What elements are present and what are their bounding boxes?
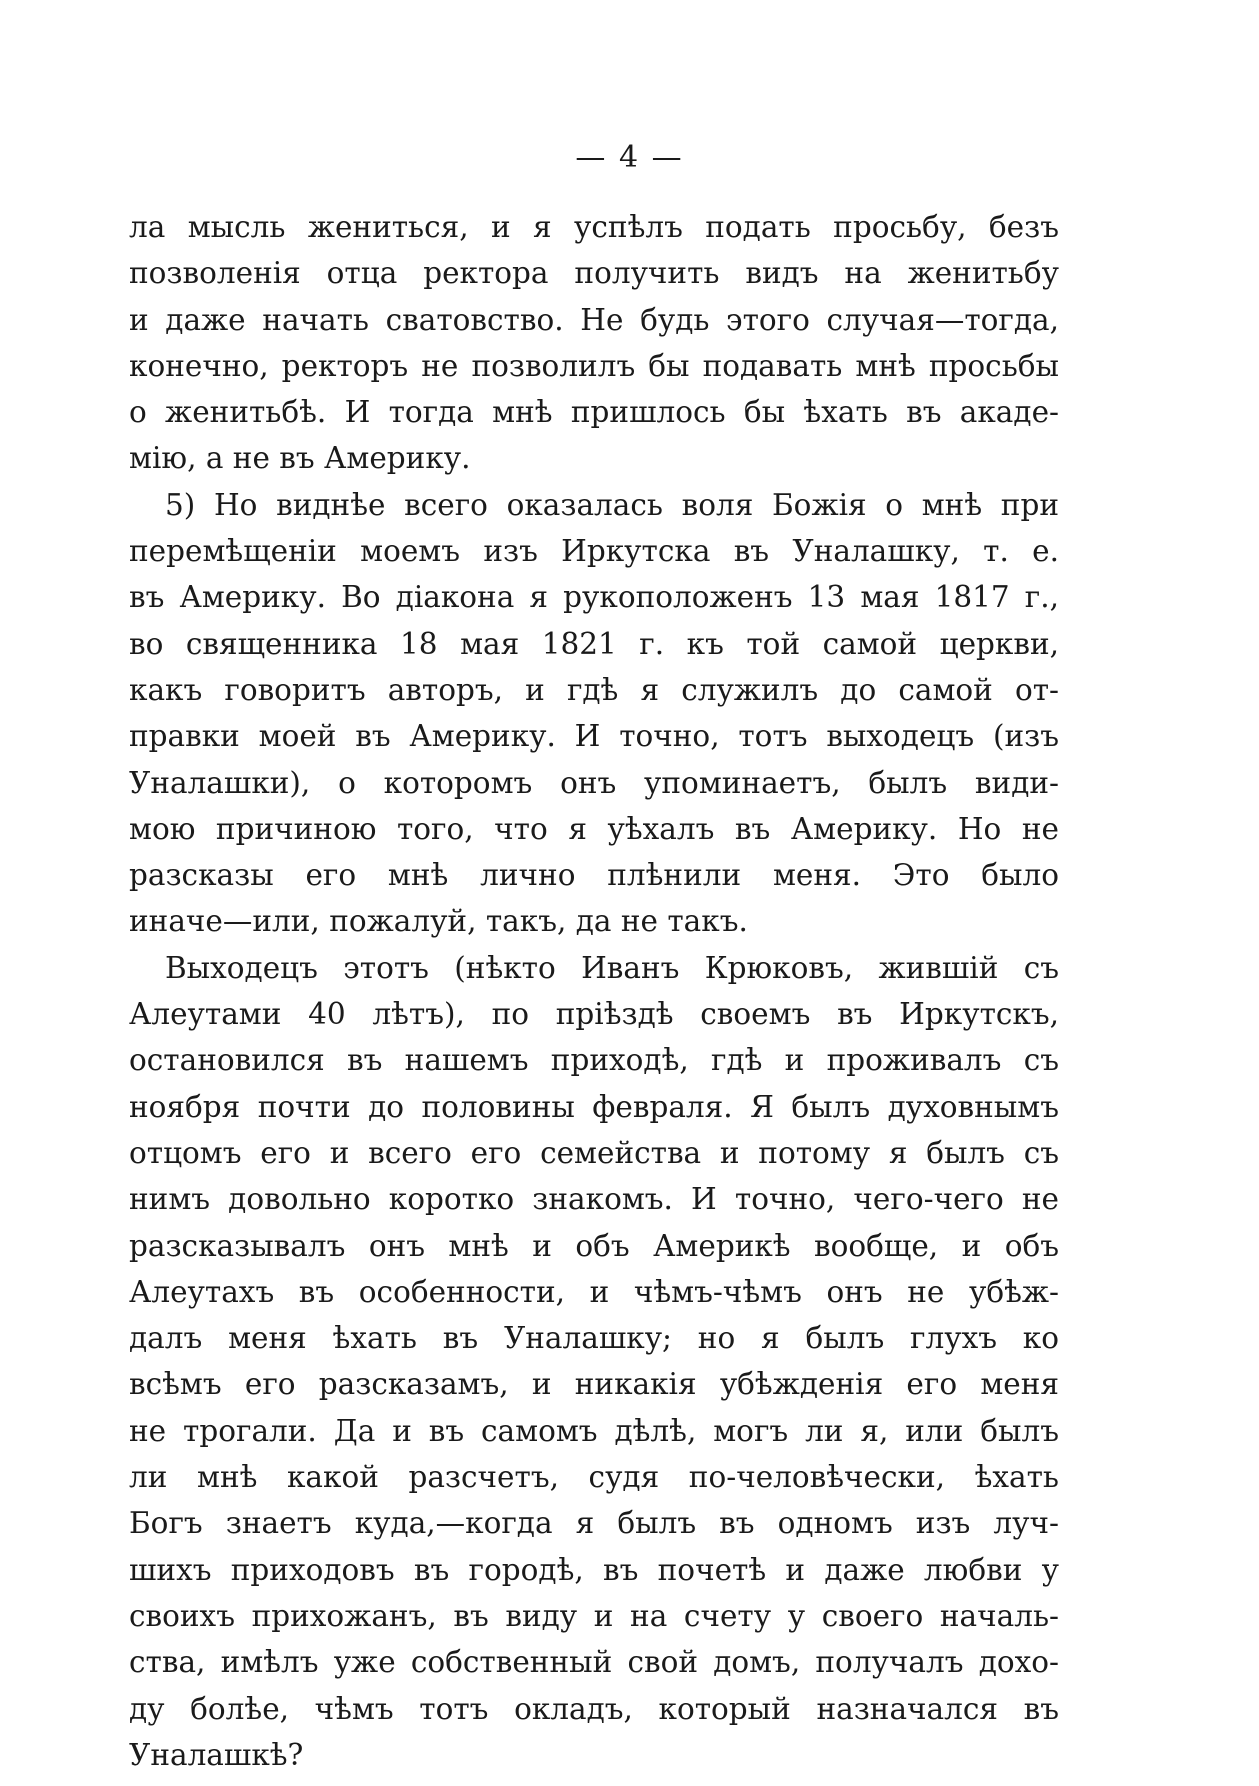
text-line: Уналашкѣ? bbox=[129, 1737, 304, 1772]
text-line: перемѣщеніи моемъ изъ Иркутска въ Уналашку, т. е. bbox=[129, 534, 1059, 569]
text-line: Алеутахъ въ особенности, и чѣмъ-чѣмъ онъ не убѣж- bbox=[129, 1274, 1059, 1309]
text-line: 5) Но виднѣе всего оказалась воля Божія о мнѣ при bbox=[165, 487, 1059, 522]
text-line: Выходецъ этотъ (нѣкто Иванъ Крюковъ, жившій съ bbox=[165, 950, 1059, 985]
text-line: мою причиною того, что я уѣхалъ въ Америку. Но не bbox=[129, 811, 1059, 846]
text-line: въ Америку. Во діакона я рукоположенъ 13 мая 1817 г., bbox=[129, 580, 1059, 615]
text-line: о женитьбѣ. И тогда мнѣ пришлось бы ѣхать въ акаде- bbox=[129, 395, 1059, 430]
text-line: разсказывалъ онъ мнѣ и объ Америкѣ вообще, и объ bbox=[129, 1228, 1059, 1263]
text-line: ноября почти до половины февраля. Я былъ духовнымъ bbox=[129, 1089, 1059, 1124]
text-line: Алеутами 40 лѣтъ), по пріѣздѣ своемъ въ Иркутскъ, bbox=[129, 997, 1059, 1032]
text-line: ла мысль жениться, и я успѣлъ подать просьбу, безъ bbox=[129, 210, 1059, 244]
text-line: позволенія отца ректора получить видъ на женитьбу bbox=[129, 256, 1059, 291]
text-line: отцомъ его и всего его семейства и потому я былъ съ bbox=[129, 1135, 1059, 1170]
text-line: далъ меня ѣхать въ Уналашку; но я былъ глухъ ко bbox=[129, 1321, 1059, 1356]
text-line: ства, имѣлъ уже собственный свой домъ, получалъ дохо- bbox=[129, 1645, 1059, 1680]
text-line: иначе—или, пожалуй, такъ, да не такъ. bbox=[129, 904, 748, 939]
text-line: ду болѣе, чѣмъ тотъ окладъ, который назначался въ bbox=[129, 1691, 1059, 1726]
body-text bbox=[129, 204, 1059, 1778]
page-number: — 4 — bbox=[575, 140, 684, 175]
text-line: какъ говоритъ авторъ, и гдѣ я служилъ до самой от- bbox=[129, 672, 1059, 707]
text-line: Богъ знаетъ куда,—когда я былъ въ одномъ изъ луч- bbox=[129, 1506, 1059, 1541]
text-line: конечно, ректоръ не позволилъ бы подавать мнѣ просьбы bbox=[129, 348, 1059, 383]
text-line: и даже начать сватовство. Не будь этого случая—тогда, bbox=[129, 302, 1059, 337]
text-line: нимъ довольно коротко знакомъ. И точно, чего-чего не bbox=[129, 1182, 1059, 1217]
text-line: во священника 18 мая 1821 г. къ той самой церкви, bbox=[129, 626, 1059, 661]
text-line: мію, а не въ Америку. bbox=[129, 441, 471, 476]
text-line: шихъ приходовъ въ городѣ, въ почетѣ и даже любви у bbox=[129, 1552, 1059, 1587]
text-line: Уналашки), о которомъ онъ упоминаетъ, былъ види- bbox=[129, 765, 1059, 800]
text-line: разсказы его мнѣ лично плѣнили меня. Это было bbox=[129, 858, 1059, 893]
text-line: правки моей въ Америку. И точно, тотъ выходецъ (изъ bbox=[129, 719, 1059, 754]
text-line: всѣмъ его разсказамъ, и никакія убѣжденія его меня bbox=[129, 1367, 1059, 1402]
text-line: не трогали. Да и въ самомъ дѣлѣ, могъ ли я, или былъ bbox=[129, 1413, 1059, 1448]
text-line: ли мнѣ какой разсчетъ, судя по-человѣчески, ѣхать bbox=[129, 1460, 1059, 1495]
text-line: остановился въ нашемъ приходѣ, гдѣ и проживалъ съ bbox=[129, 1043, 1059, 1078]
text-line: своихъ прихожанъ, въ виду и на счету у своего началь- bbox=[129, 1598, 1059, 1633]
